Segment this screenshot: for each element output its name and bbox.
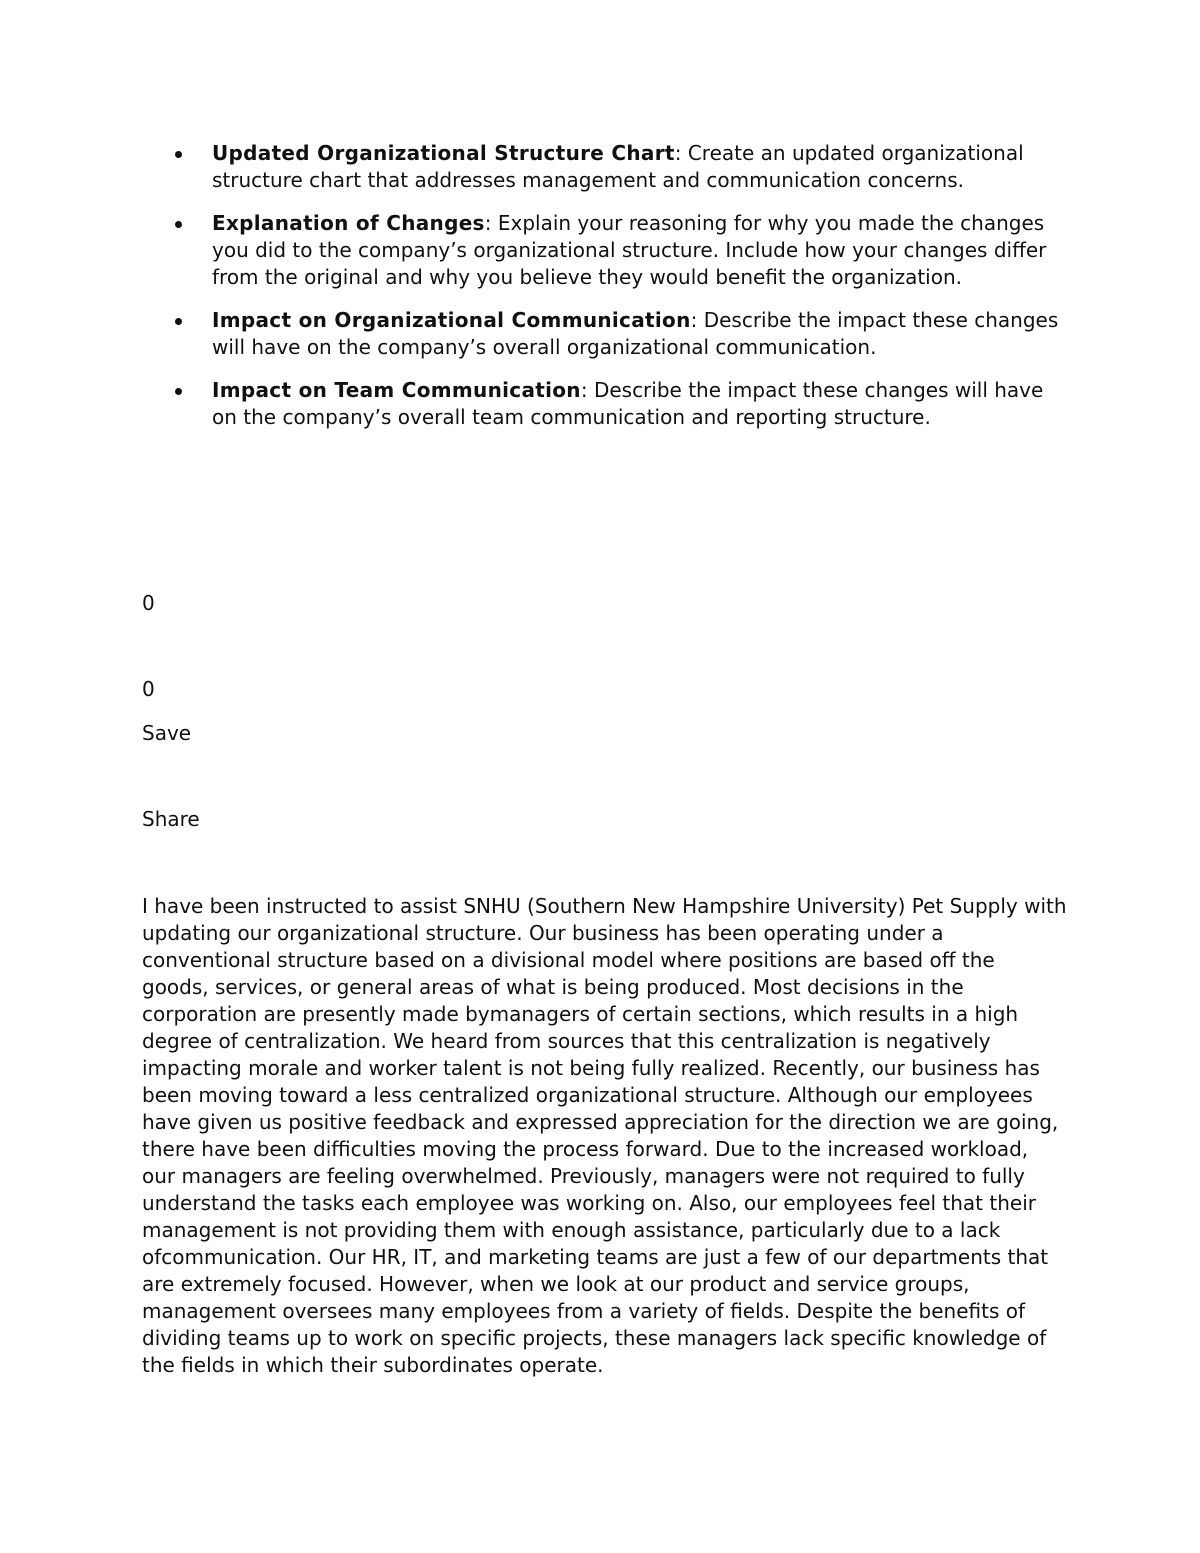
bullet-title: Impact on Organizational Communication — [212, 308, 691, 332]
bullet-title: Impact on Team Communication — [212, 378, 581, 402]
list-item — [0, 210, 1200, 291]
bullet-text: : Create an updated organizational structure chart that addresses management and communication concerns. — [212, 141, 1024, 192]
share-button[interactable]: Share — [142, 807, 200, 831]
bullet-title: Explanation of Changes — [212, 211, 485, 235]
like-count: 0 — [142, 591, 155, 615]
list-item — [0, 377, 1200, 431]
bullet-text: : Describe the impact these changes will have on the company’s overall organizational communication. — [212, 308, 1059, 359]
bullet-title: Updated Organizational Structure Chart — [212, 141, 675, 165]
body-paragraph: I have been instructed to assist SNHU (Southern New Hampshire University) Pet Supply with updating our organizational structure. Our business has been operating under a conventional structure based on a divisional model where positions are based off the goods, services, or general areas of what is being produced. Most decisions in the corporation are presently made bymanagers of certain sections, which results in a high degree of centralization. We heard from sources that this centralization is negatively impacting morale and worker talent is not being fully realized. Recently, our business has been moving toward a less centralized organizational structure. Although our employees have given us positive feedback and expressed appreciation for the direction we are going, there have been difficulties moving the process forward. Due to the increased workload, our managers are feeling overwhelmed. Previously, managers were not required to fully understand the tasks each employee was working on. Also, our employees feel that their management is not providing them with enough assistance, particularly due to a lack ofcommunication. Our HR, IT, and marketing teams are just a few of our departments that are extremely focused. However, when we look at our product and service groups, management oversees many employees from a variety of fields. Despite the benefits of dividing teams up to work on specific projects, these managers lack specific knowledge of the fields in which their subordinates operate. — [142, 894, 1067, 1377]
list-item — [0, 140, 1200, 194]
bullet-icon — [175, 388, 182, 395]
bullet-icon — [175, 221, 182, 228]
list-item — [0, 307, 1200, 361]
bullet-icon — [175, 151, 182, 158]
dislike-count: 0 — [142, 677, 155, 701]
bullet-text: : Explain your reasoning for why you made the changes you did to the company’s organizational structure. Include how your changes differ from the original and why you believe they would benefit the organization. — [212, 211, 1047, 289]
save-button[interactable]: Save — [142, 721, 192, 745]
bullet-icon — [175, 318, 182, 325]
requirements-list — [0, 140, 1200, 447]
bullet-text: : Describe the impact these changes will have on the company’s overall team communication and reporting structure. — [212, 378, 1044, 429]
